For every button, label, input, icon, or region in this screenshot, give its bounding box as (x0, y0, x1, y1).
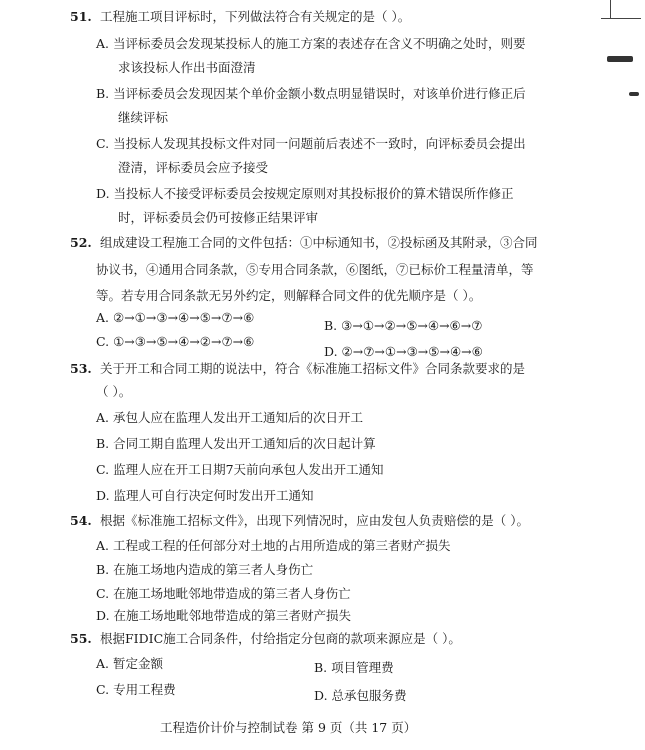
option-label: B. (324, 318, 338, 333)
stem-line: （ ）。 (96, 384, 132, 399)
option-text: 工程或工程的任何部分对土地的占用所造成的第三者财产损失 (113, 538, 451, 553)
option-text: 当投标人发现其投标文件对同一问题前后表述不一致时，向评标委员会提出 (113, 136, 526, 151)
option-label: B. (96, 562, 110, 577)
option-label: A. (96, 36, 110, 51)
option-label: D. (314, 688, 328, 703)
option-d (96, 484, 314, 508)
option-label: C. (96, 136, 110, 151)
option-d (314, 684, 407, 708)
option-label: C. (96, 682, 110, 697)
option-a (96, 306, 254, 330)
option-text: 监理人可自行决定何时发出开工通知 (113, 488, 314, 503)
option-a (96, 406, 363, 430)
option-a (96, 534, 451, 558)
option-d (96, 182, 514, 206)
option-d (96, 604, 351, 628)
option-label: D. (324, 344, 338, 359)
scan-blot (629, 92, 639, 96)
question-stem (70, 356, 525, 382)
option-text: ①→③→⑤→④→②→⑦→⑥ (113, 334, 255, 349)
option-b (96, 432, 376, 456)
option-text: 监理人应在开工日期7天前向承包人发出开工通知 (113, 462, 384, 477)
stem-line: 工程施工项目评标时，下列做法符合有关规定的是（ ）。 (100, 9, 411, 24)
option-label: D. (96, 488, 110, 503)
stem-line: 根据FIDIC施工合同条件，付给指定分包商的款项来源应是（ ）。 (100, 631, 461, 646)
option-a (96, 652, 163, 676)
option-text: 在施工场地内造成的第三者人身伤亡 (113, 562, 314, 577)
question-number: 51. (70, 9, 92, 24)
option-text: 在施工场地毗邻地带造成的第三者人身伤亡 (113, 586, 351, 601)
stem-line: 组成建设工程施工合同的文件包括：①中标通知书，②投标函及其附录，③合同 (100, 235, 538, 250)
scan-edge-marks (585, 0, 645, 120)
option-text: 暂定金额 (113, 656, 164, 671)
option-c (96, 330, 254, 354)
option-label: A. (96, 410, 110, 425)
option-text: 在施工场地毗邻地带造成的第三者财产损失 (113, 608, 352, 623)
question-stem (70, 230, 538, 256)
scan-blot (607, 56, 633, 62)
option-label: B. (96, 86, 110, 101)
question-stem (70, 626, 461, 652)
stem-line: 协议书，④通用合同条款，⑤专用合同条款，⑥图纸，⑦已标价工程量清单，等 (96, 262, 534, 277)
option-b (96, 82, 526, 106)
option-label: D. (96, 186, 110, 201)
option-c (96, 132, 526, 156)
option-label: C. (96, 462, 110, 477)
option-text: ②→⑦→①→③→⑤→④→⑥ (341, 344, 483, 359)
option-text: ③→①→②→⑤→④→⑥→⑦ (341, 318, 483, 333)
option-text: 当评标委员会发现某投标人的施工方案的表述存在含义不明确之处时，则要 (113, 36, 526, 51)
stem-line: 根据《标准施工招标文件》，出现下列情况时，应由发包人负责赔偿的是（ ）。 (100, 513, 529, 528)
option-label: C. (96, 586, 110, 601)
question-stem (70, 4, 410, 30)
option-label: B. (96, 436, 110, 451)
option-label: C. (96, 334, 110, 349)
option-b (324, 314, 482, 338)
option-c (96, 678, 176, 702)
option-text: 项目管理费 (331, 660, 394, 675)
crop-mark-horizontal (601, 18, 641, 19)
option-b (96, 558, 313, 582)
option-text: 合同工期自监理人发出开工通知后的次日起计算 (113, 436, 376, 451)
option-text: 承包人应在监理人发出开工通知后的次日开工 (113, 410, 364, 425)
option-text: 当评标委员会发现因某个单价金额小数点明显错误时，对该单价进行修正后 (113, 86, 526, 101)
option-c (96, 582, 351, 606)
stem-line: 等。若专用合同条款无另外约定，则解释合同文件的优先顺序是（ ）。 (96, 288, 482, 303)
option-text: 总承包服务费 (331, 688, 407, 703)
option-c (96, 458, 384, 482)
page-footer: 工程造价计价与控制试卷 第 9 页（共 17 页） (160, 720, 417, 735)
option-text: 当投标人不接受评标委员会按规定原则对其投标报价的算术错误所作修正 (113, 186, 514, 201)
option-text: ②→①→③→④→⑤→⑦→⑥ (113, 310, 255, 325)
option-label: A. (96, 538, 110, 553)
option-c-continued: 澄清，评标委员会应予接受 (118, 160, 269, 175)
option-a-continued: 求该投标人作出书面澄清 (118, 60, 256, 75)
option-text: 专用工程费 (113, 682, 176, 697)
question-number: 53. (70, 361, 92, 376)
question-stem (70, 508, 529, 534)
question-number: 55. (70, 631, 92, 646)
crop-mark-vertical (610, 0, 611, 18)
question-number: 52. (70, 235, 92, 250)
option-label: A. (96, 656, 110, 671)
option-d-continued: 时，评标委员会仍可按修正结果评审 (118, 210, 319, 225)
question-number: 54. (70, 513, 92, 528)
option-label: B. (314, 660, 328, 675)
option-a (96, 32, 526, 56)
option-label: D. (96, 608, 110, 623)
stem-line: 关于开工和合同工期的说法中，符合《标准施工招标文件》合同条款要求的是 (100, 361, 526, 376)
option-label: A. (96, 310, 110, 325)
option-b-continued: 继续评标 (118, 110, 169, 125)
option-b (314, 656, 394, 680)
